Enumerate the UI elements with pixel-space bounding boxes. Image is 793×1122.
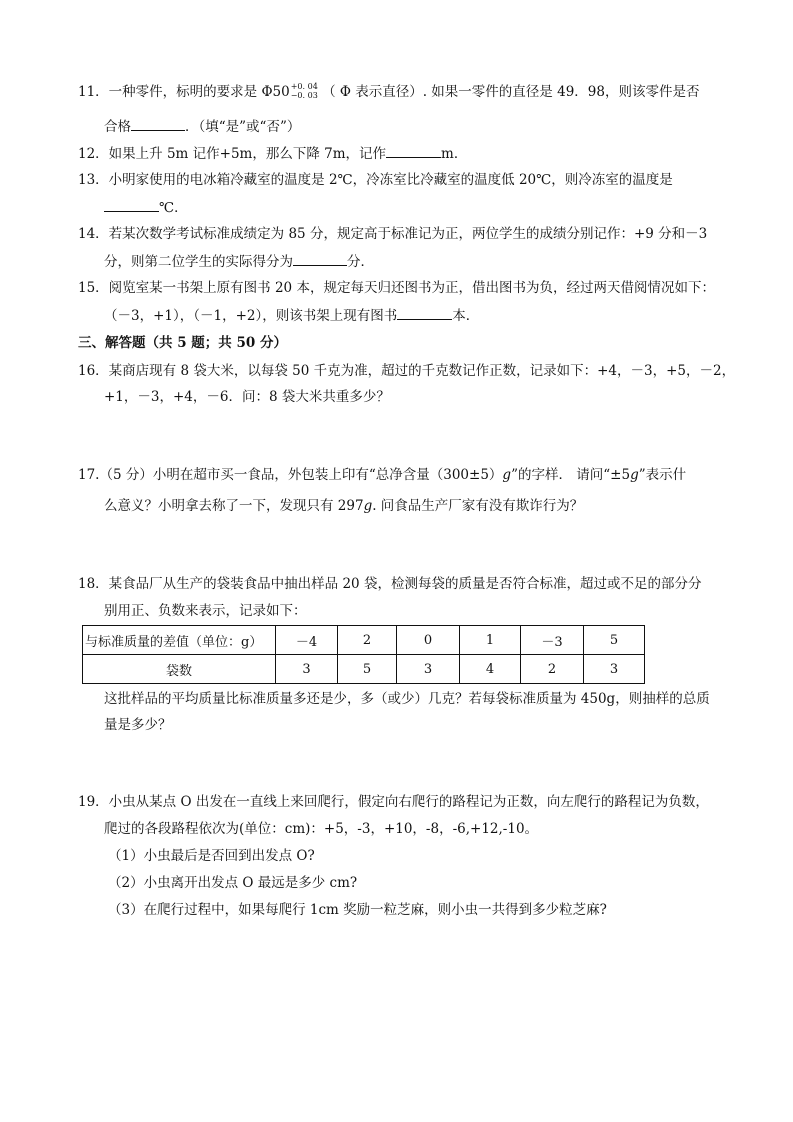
unit-g: g [363, 498, 373, 514]
table-cell: 0 [397, 626, 460, 655]
question-17-line-1 [78, 465, 686, 485]
question-18-line-4 [104, 715, 172, 735]
question-13-suffix: ℃． [159, 200, 188, 216]
question-11-line-1 [78, 82, 699, 102]
question-18-text-end: 量是多少？ [104, 717, 172, 733]
question-15-text: 15．阅览室某一书架上原有图书 20 本，规定每天归还图书为正，借出图书为负，经过两天借阅情况如下： [78, 280, 715, 296]
question-19-line-2 [104, 819, 538, 839]
question-15-suffix: 本． [452, 308, 480, 324]
question-16-line-1 [78, 361, 735, 381]
question-15-line-1 [78, 278, 715, 298]
question-13-line-2 [104, 197, 188, 218]
table-cell: 5 [338, 655, 397, 684]
section-heading: 三、解答题（共 5 题；共 50 分） [78, 335, 287, 351]
question-11-line-2 [104, 116, 300, 137]
question-17-text-a: 17.（5 分）小明在超市买一食品，外包装上印有“总净含量（300±5） [78, 467, 503, 483]
question-12-text: 12．如果上升 5m 记作+5m，那么下降 7m，记作 [78, 146, 387, 162]
table-cell: 5 [584, 626, 645, 655]
question-11-answer-suffix: ．（填“是”或“否”） [185, 119, 301, 135]
question-19-text-cont: 爬过的各段路程依次为(单位：cm)：+5，-3，+10，-8，-6,+12,-10。 [104, 821, 539, 837]
table-cell: 1 [460, 626, 521, 655]
question-18-line-1 [78, 574, 701, 594]
question-16-text-cont: +1，－3，+4，－6．问：8 袋大米共重多少？ [104, 389, 390, 405]
table-cell: 4 [460, 655, 521, 684]
question-11-text: 11．一种零件，标明的要求是 Φ50 [78, 84, 290, 100]
question-11-answer-prefix: 合格 [104, 119, 131, 135]
question-11-text-cont: （ Φ 表示直径）. 如果一零件的直径是 49．98，则该零件是否 [322, 84, 700, 100]
table-row [83, 655, 645, 684]
table-cell: 3 [397, 655, 460, 684]
question-13-line-1 [78, 170, 673, 190]
answer-blank-15[interactable] [397, 305, 452, 320]
question-16-text: 16．某商店现有 8 袋大米，以每袋 50 千克为准，超过的千克数记作正数，记录如下：+4，－3，+5，－2， [78, 363, 736, 379]
question-12-suffix: m． [441, 146, 468, 162]
table-row-label: 与标准质量的差值（单位：g） [83, 626, 276, 655]
table-row [83, 626, 645, 655]
question-17-text-e: . 问食品生产厂家有没有欺诈行为？ [372, 498, 584, 514]
question-18-text: 18．某食品厂从生产的袋装食品中抽出样品 20 袋，检测每袋的质量是否符合标准，超过或不足的部分分 [78, 576, 702, 592]
question-18-line-2 [104, 601, 307, 621]
answer-blank-11[interactable] [131, 116, 185, 131]
question-19-sub-2: （2）小虫离开出发点 O 最远是多少 cm? [108, 875, 358, 891]
question-18-text-cont: 别用正、负数来表示，记录如下： [104, 603, 307, 619]
question-19-text: 19．小虫从某点 O 出发在一直线上来回爬行，假定向右爬行的路程记为正数，向左爬行的路程记为负数， [78, 794, 709, 810]
answer-blank-14[interactable] [293, 251, 347, 266]
answer-blank-12[interactable] [386, 143, 441, 158]
unit-g: g [502, 467, 512, 483]
table-row-label: 袋数 [83, 655, 276, 684]
table-cell: 3 [276, 655, 338, 684]
question-14-text: 14．若某次数学考试标准成绩定为 85 分，规定高于标准记为正，两位学生的成绩分别记作：+9 分和－3 [78, 226, 708, 242]
question-19-sub-1: （1）小虫最后是否回到出发点 O? [108, 848, 315, 864]
answer-blank-13[interactable] [104, 197, 159, 212]
tolerance-stack [291, 82, 318, 100]
question-17-text-d: 么意义？小明拿去称了一下，发现只有 297 [104, 498, 364, 514]
table-cell: －4 [276, 626, 338, 655]
table-cell: 3 [584, 655, 645, 684]
question-17-line-2 [104, 496, 583, 516]
question-17-text-b: ”的字样． 请问“±5 [511, 467, 631, 483]
table-cell: 2 [338, 626, 397, 655]
mass-difference-table [82, 625, 645, 684]
question-12 [78, 143, 467, 164]
question-19-sub-3: （3）在爬行过程中，如果每爬行 1cm 奖励一粒芝麻，则小虫一共得到多少粒芝麻? [108, 902, 607, 918]
question-13-text: 13．小明家使用的电冰箱冷藏室的温度是 2℃，冷冻室比冷藏室的温度低 20℃，则冷冻室的温度是 [78, 172, 673, 188]
question-16-line-2 [104, 387, 390, 407]
question-18-line-3 [104, 689, 710, 709]
unit-g: g [630, 467, 639, 483]
tolerance-upper: +0. 04 [290, 81, 318, 91]
question-14-suffix: 分． [347, 254, 374, 270]
question-15-line-2 [104, 305, 479, 326]
question-17-text-c: ”表示什 [638, 467, 687, 483]
table-cell: －3 [521, 626, 584, 655]
question-18-text-follow: 这批样品的平均质量比标准质量多还是少，多（或少）几克？若每袋标准质量为 450g，则抽样的总质 [104, 691, 710, 707]
question-14-line-1 [78, 224, 707, 244]
question-19-line-1 [78, 792, 709, 812]
table-cell: 2 [521, 655, 584, 684]
question-15-prefix: （－3，+1），（－1，+2），则该书架上现有图书 [104, 308, 398, 324]
question-14-prefix: 分，则第二位学生的实际得分为 [104, 254, 293, 270]
question-14-line-2 [104, 251, 374, 272]
tolerance-lower: −0. 03 [290, 90, 318, 100]
